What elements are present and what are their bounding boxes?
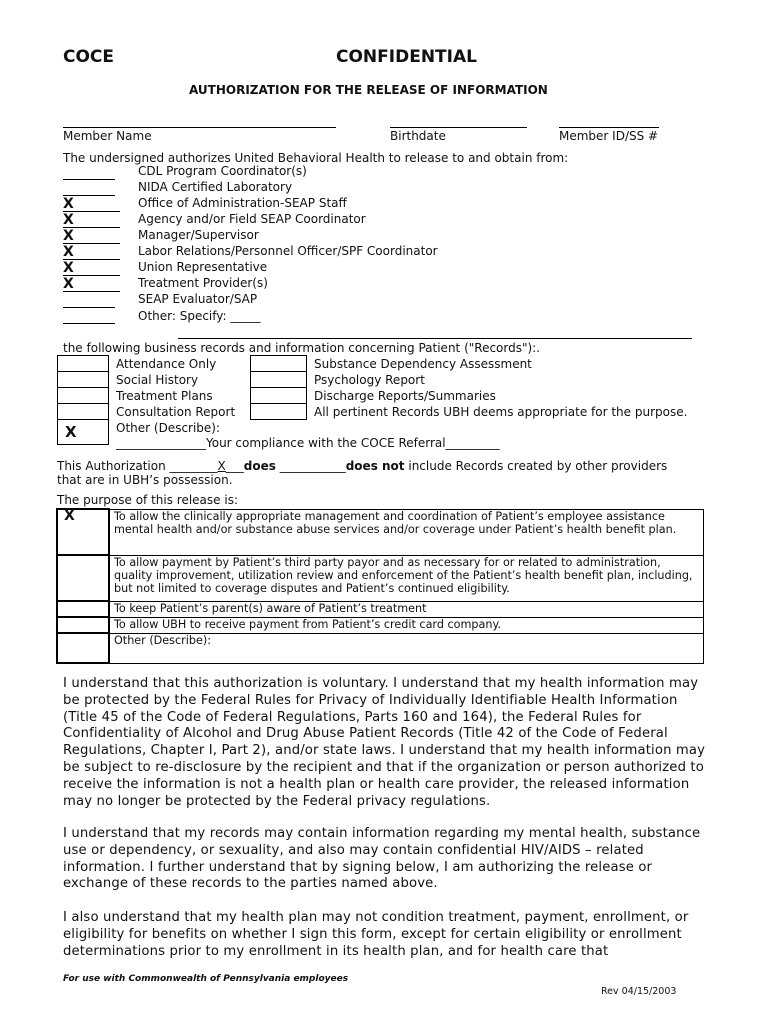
record-label: Treatment Plans: [116, 389, 213, 403]
recipient-label: SEAP Evaluator/SAP: [138, 292, 258, 306]
footer-note: For use with Commonwealth of Pennsylvania employees: [63, 974, 349, 984]
record-label: Discharge Reports/Summaries: [314, 389, 496, 403]
recipient-label: Labor Relations/Personnel Officer/SPF Coordinator: [138, 244, 438, 258]
purpose-text: Other (Describe):: [109, 633, 704, 663]
recipient-other-label[interactable]: Other: Specify: _____: [138, 309, 261, 323]
purpose-row: [57, 633, 704, 663]
recipient-check-mark[interactable]: X: [63, 260, 74, 276]
record-checkbox[interactable]: [250, 403, 307, 420]
purpose-row: [57, 509, 704, 555]
other-describe-text[interactable]: _______________Your compliance with the COCE Referral_________: [116, 436, 500, 450]
member-name-label: Member Name: [63, 129, 152, 143]
records-intro: the following business records and information concerning Patient ("Records"):.: [63, 341, 541, 355]
record-checkbox[interactable]: [250, 371, 307, 388]
voluntary-paragraph: I understand that this authorization is voluntary. I understand that my health information may be protected by the Federal Rules for Privacy of Individually Identifiable Health Information (Title 45 of the Code of Federal Regulations, Parts 160 and 164), the Federal Rules for Confidentiality of Alcohol and Drug Abuse Patient Records (Title 42 of the Code of Federal Regulations, Chapter I, Part 2), and/or state laws. I understand that my health information may be subject to re-disclosure by the recipient and that if the organization or person authorized to receive the information is not a health plan or health care provider, the released information may no longer be protected by the Federal privacy regulations.: [63, 676, 706, 809]
form-title: AUTHORIZATION FOR THE RELEASE OF INFORMATION: [189, 83, 548, 97]
birthdate-line[interactable]: [390, 127, 527, 128]
record-checkbox-other[interactable]: [57, 419, 109, 445]
authorization-include-line: This Authorization ________X___does ___________does not include Records created by other providers: [57, 459, 668, 473]
purpose-text: To keep Patient’s parent(s) aware of Patient’s treatment: [109, 601, 704, 617]
record-label: Attendance Only: [116, 357, 217, 371]
member-id-label: Member ID/SS #: [559, 129, 659, 143]
recipient-check-mark[interactable]: X: [63, 196, 74, 212]
record-label: Psychology Report: [314, 373, 425, 387]
recipient-label: Manager/Supervisor: [138, 228, 259, 242]
health-plan-paragraph: I also understand that my health plan may not condition treatment, payment, enrollment, or eligibility for benefits on whether I sign this form, except for certain eligibility or enrollment determinations prior to my enrollment in its health plan, and for health care that: [63, 910, 689, 959]
other-specify-line[interactable]: [178, 338, 692, 339]
purpose-text: To allow the clinically appropriate management and coordination of Patient’s employee assistance mental health and/or substance abuse services and/or coverage under Patient’s health benefit plan.: [109, 509, 704, 555]
purpose-checkbox[interactable]: [57, 633, 109, 663]
check-mark: X: [65, 423, 77, 441]
recipient-label: Agency and/or Field SEAP Coordinator: [138, 212, 366, 226]
recipient-label: Office of Administration-SEAP Staff: [138, 196, 347, 210]
purpose-checkbox[interactable]: [57, 555, 109, 601]
intro-text: The undersigned authorizes United Behavioral Health to release to and obtain from:: [63, 151, 569, 165]
form-code: COCE: [63, 47, 115, 67]
recipient-check-mark[interactable]: X: [63, 212, 74, 228]
recipient-label: CDL Program Coordinator(s): [138, 164, 307, 178]
recipient-label: Union Representative: [138, 260, 268, 274]
records-content-paragraph: I understand that my records may contain information regarding my mental health, substance use or dependency, or sexuality, and also may contain confidential HIV/AIDS – related information. I further understand that by signing below, I am authorizing the release or exchange of these records to the parties named above.: [63, 826, 701, 892]
purpose-checkbox[interactable]: X: [57, 509, 109, 555]
record-checkbox[interactable]: [250, 387, 307, 404]
record-label: Other (Describe):: [116, 421, 221, 435]
record-label: All pertinent Records UBH deems appropriate for the purpose.: [314, 405, 688, 419]
record-label: Social History: [116, 373, 199, 387]
purpose-checkbox[interactable]: [57, 601, 109, 617]
confidential-label: CONFIDENTIAL: [336, 47, 477, 67]
record-label: Consultation Report: [116, 405, 236, 419]
purpose-row: [57, 555, 704, 601]
purpose-row: [57, 601, 704, 617]
record-checkbox[interactable]: [57, 371, 109, 388]
purpose-row: [57, 617, 704, 633]
record-label: Substance Dependency Assessment: [314, 357, 532, 371]
purpose-text: To allow payment by Patient’s third party payor and as necessary for or related to administration, quality improvement, utilization review and enforcement of the Patient’s health benefit plan, including, but not limited to coverage disputes and Patient’s continued eligibility.: [109, 555, 704, 601]
recipient-check-mark[interactable]: X: [63, 276, 74, 292]
purpose-checkbox[interactable]: [57, 617, 109, 633]
recipient-check-mark[interactable]: X: [63, 244, 74, 260]
purpose-table: [56, 508, 704, 664]
record-checkbox[interactable]: [57, 387, 109, 404]
authorization-include-line-2: that are in UBH’s possession.: [57, 473, 233, 487]
member-id-line[interactable]: [559, 127, 659, 128]
purpose-text: To allow UBH to receive payment from Patient’s credit card company.: [109, 617, 704, 633]
revision-date: Rev 04/15/2003: [601, 986, 677, 997]
member-name-line[interactable]: [63, 127, 336, 128]
purpose-intro: The purpose of this release is:: [57, 493, 238, 507]
record-checkbox[interactable]: [250, 355, 307, 372]
record-checkbox[interactable]: [57, 403, 109, 420]
recipient-label: Treatment Provider(s): [138, 276, 268, 290]
birthdate-label: Birthdate: [390, 129, 446, 143]
recipient-label: NIDA Certified Laboratory: [138, 180, 293, 194]
record-checkbox[interactable]: [57, 355, 109, 372]
recipient-check-mark[interactable]: X: [63, 228, 74, 244]
does-check-mark[interactable]: X: [217, 459, 226, 473]
